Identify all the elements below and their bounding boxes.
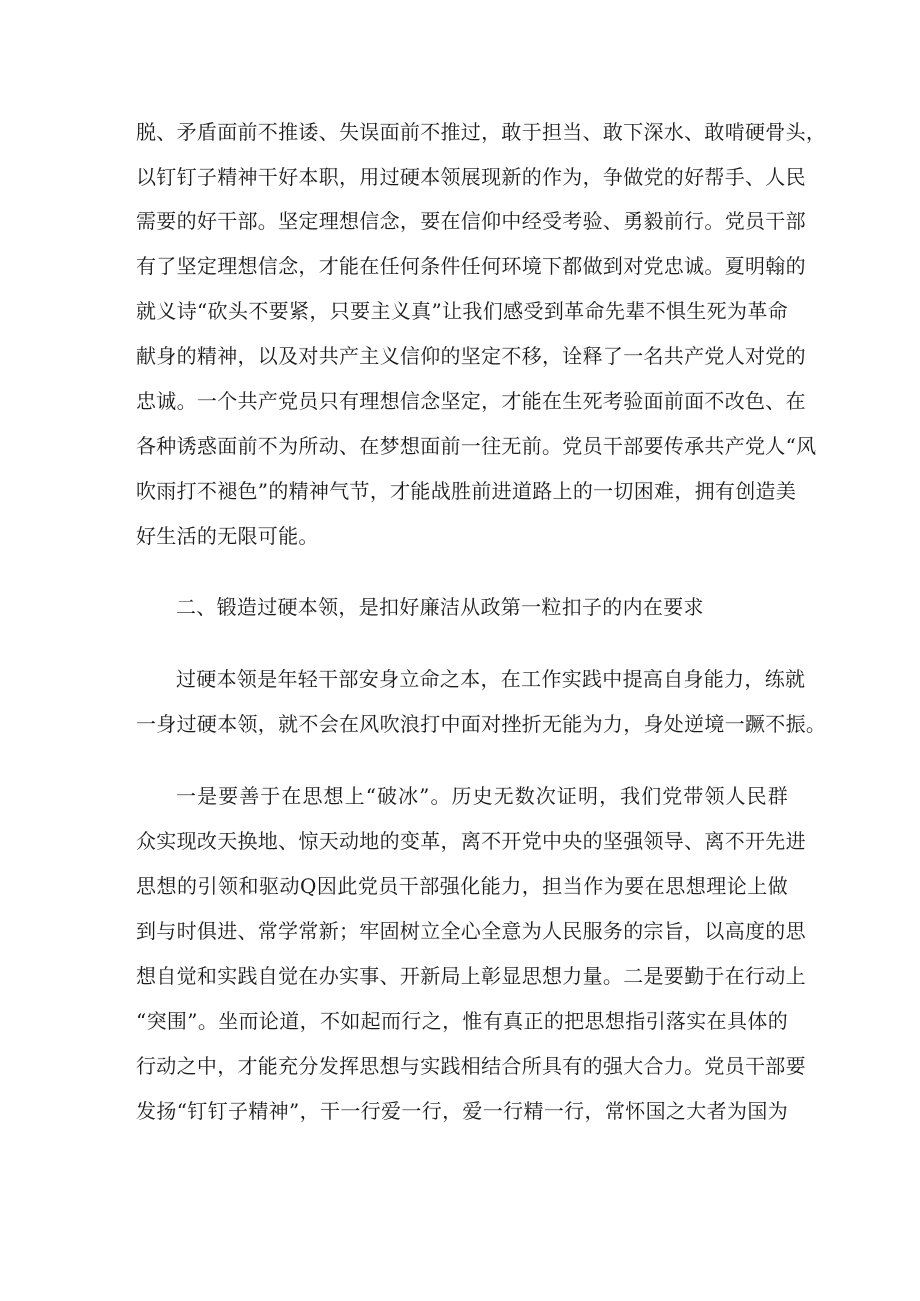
paragraph-3-line-8: 发扬“钉钉子精神”，干一行爱一行，爱一行精一行，常怀国之大者为国为 — [136, 1099, 788, 1123]
paragraph-1-line-4: 有了坚定理想信念，才能在任何条件任何环境下都做到对党忠诚。夏明翰的 — [136, 254, 806, 278]
paragraph-1-line-2: 以钉钉子精神干好本职，用过硬本领展现新的作为，争做党的好帮手、人民 — [136, 165, 806, 189]
paragraph-3-line-6: “突围”。坐而论道，不如起而行之，惟有真正的把思想指引落实在具体的 — [136, 1009, 788, 1033]
paragraph-1-line-10: 好生活的无限可能。 — [136, 524, 319, 548]
paragraph-2-line-1: 过硬本领是年轻干部安身立命之本，在工作实践中提高自身能力，练就 — [176, 667, 806, 691]
paragraph-2-line-2: 一身过硬本领，就不会在风吹浪打中面对挫折无能为力，身处逆境一蹶不振。 — [136, 712, 827, 736]
paragraph-1-line-8: 各种诱惑面前不为所动、在梦想面前一往无前。党员干部要传承共产党人“风 — [136, 434, 817, 458]
paragraph-3-line-4: 到与时俱进、常学常新；牢固树立全心全意为人民服务的宗旨，以高度的思 — [136, 919, 806, 943]
paragraph-1-line-1: 脱、矛盾面前不推诿、失误面前不推过，敢于担当、敢下深水、敢啃硬骨头， — [136, 120, 827, 144]
paragraph-1-line-9: 吹雨打不褪色”的精神气节，才能战胜前进道路上的一切困难，拥有创造美 — [136, 479, 797, 503]
paragraph-3-line-1: 一是要善于在思想上“破冰”。历史无数次证明，我们党带领人民群 — [176, 784, 788, 808]
paragraph-3-line-7: 行动之中，才能充分发挥思想与实践相结合所具有的强大合力。党员干部要 — [136, 1054, 806, 1078]
section-heading: 二、锻造过硬本领，是扣好廉洁从政第一粒扣子的内在要求 — [176, 595, 704, 619]
paragraph-1-line-3: 需要的好干部。坚定理想信念，要在信仰中经受考验、勇毅前行。党员干部 — [136, 209, 806, 233]
paragraph-1-line-7: 忠诚。一个共产党员只有理想信念坚定，才能在生死考验面前面不改色、在 — [136, 389, 806, 413]
paragraph-1-line-6: 献身的精神，以及对共产主义信仰的坚定不移，诠释了一名共产党人对党的 — [136, 344, 806, 368]
paragraph-3-line-3: 思想的引领和驱动Q因此党员干部强化能力，担当作为要在思想理论上做 — [136, 874, 788, 898]
paragraph-1-line-5: 就义诗“砍头不要紧，只要主义真”让我们感受到革命先辈不惧生死为革命 — [136, 299, 788, 323]
paragraph-3-line-5: 想自觉和实践自觉在办实事、开新局上彰显思想力量。二是要勤于在行动上 — [136, 964, 806, 988]
paragraph-3-line-2: 众实现改天换地、惊天动地的变革，离不开党中央的坚强领导、离不开先进 — [136, 829, 806, 853]
